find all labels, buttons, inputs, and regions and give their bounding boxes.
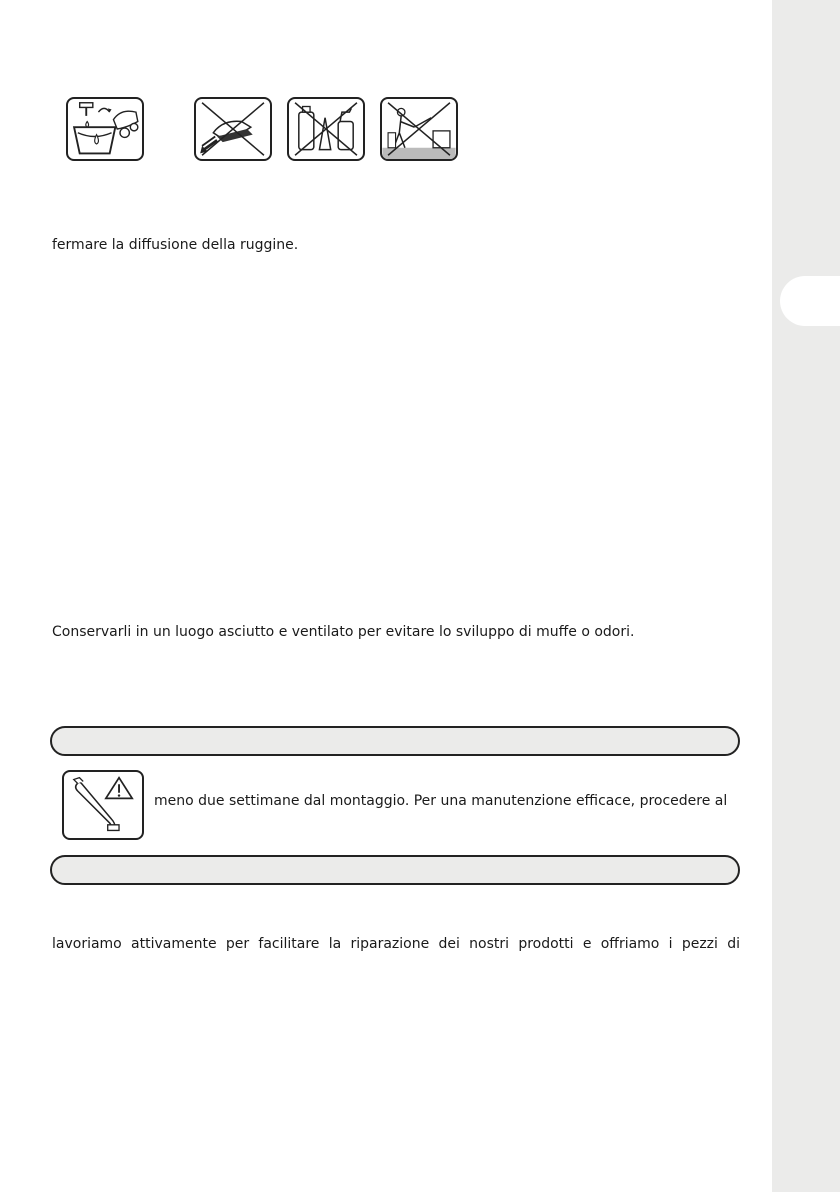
hex-key-warning-icon <box>62 770 144 840</box>
section-header-bar <box>50 855 740 885</box>
no-pressure-washer-icon <box>380 97 458 161</box>
storage-paragraph-line: Conservarli in un luogo asciutto e ventilato per evitare lo sviluppo di muffe o odori. <box>52 624 635 640</box>
repair-paragraph-line: lavoriamo attivamente per facilitare la riparazione dei nostri prodotti e offriamo i pezzi di <box>52 936 740 952</box>
maintenance-paragraph-line: meno due settimane dal montaggio. Per una manutenzione efficace, procedere al <box>154 793 728 809</box>
wash-hand-icon <box>66 97 144 161</box>
section-header-bar <box>50 726 740 756</box>
side-margin-panel <box>772 0 840 1192</box>
no-abrasive-icon <box>194 97 272 161</box>
chapter-tab <box>780 276 840 326</box>
no-chemicals-icon <box>287 97 365 161</box>
rust-paragraph-line: fermare la diffusione della ruggine. <box>52 237 299 253</box>
